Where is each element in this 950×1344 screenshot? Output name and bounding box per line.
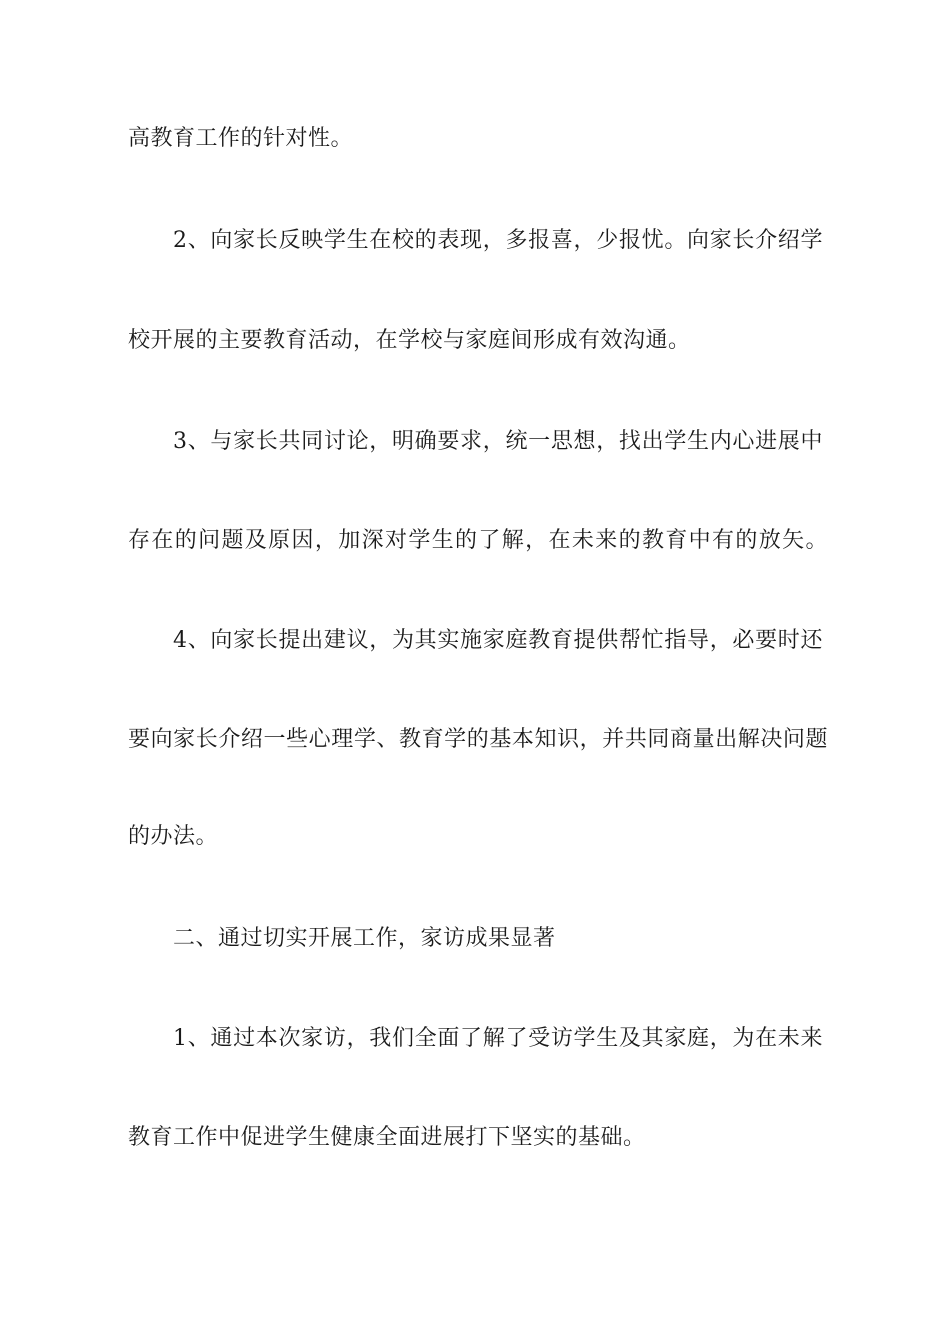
text-line: 2、向家长反映学生在校的表现，多报喜，少报忧。向家长介绍学 xyxy=(173,228,823,253)
text-line: 高教育工作的针对性。 xyxy=(128,126,354,151)
text-line: 要向家长介绍一些心理学、教育学的基本知识，并共同商量出解决问题 xyxy=(128,727,828,752)
text-line: 4、向家长提出建议，为其实施家庭教育提供帮忙指导，必要时还 xyxy=(173,628,823,653)
section-heading: 二、通过切实开展工作，家访成果显著 xyxy=(173,926,556,951)
text-line: 3、与家长共同讨论，明确要求，统一思想，找出学生内心进展中 xyxy=(173,429,823,454)
text-line: 的办法。 xyxy=(128,824,219,849)
text-line: 教育工作中促进学生健康全面进展打下坚实的基础。 xyxy=(128,1125,646,1150)
text-line: 1、通过本次家访，我们全面了解了受访学生及其家庭，为在未来 xyxy=(173,1026,823,1051)
text-line: 校开展的主要教育活动，在学校与家庭间形成有效沟通。 xyxy=(128,328,691,353)
text-line: 存在的问题及原因，加深对学生的了解，在未来的教育中有的放矢。 xyxy=(128,528,828,553)
